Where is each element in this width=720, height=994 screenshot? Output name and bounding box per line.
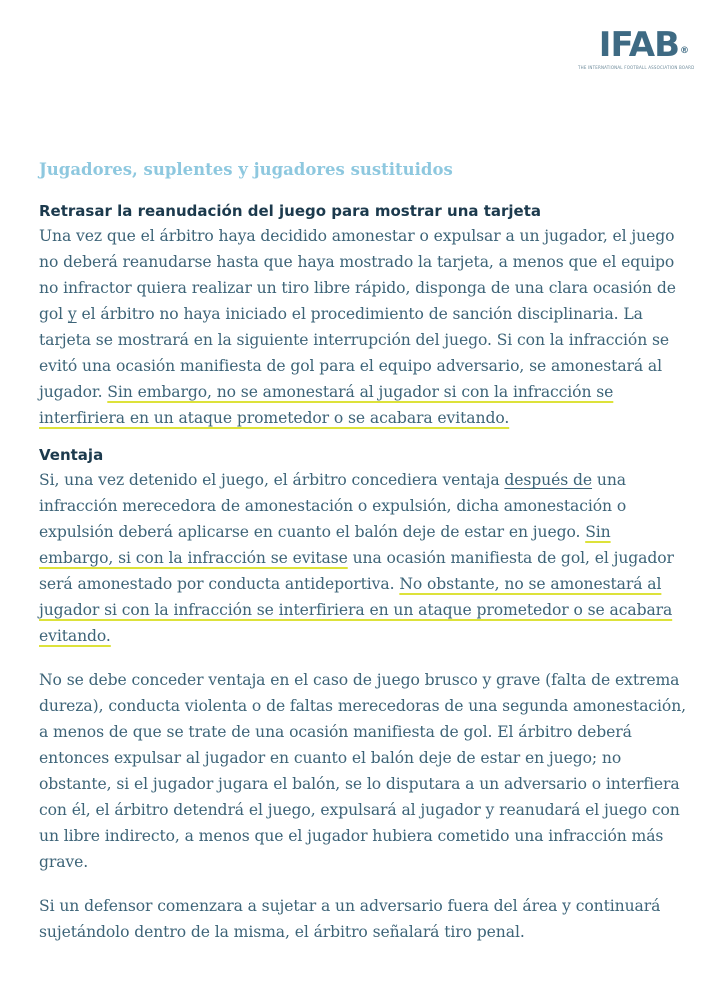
delay-heading: Retrasar la reanudación del juego para mostrar una tarjeta xyxy=(39,202,542,220)
section-title: Jugadores, suplentes y jugadores sustituidos xyxy=(39,160,453,179)
underlined-y: y xyxy=(67,305,77,323)
document-body xyxy=(39,158,689,945)
highlighted-text: Sin embargo, no se amonestará al jugador si con la infracción se interfiriera en un ataque prometedor o se acabara evitando. xyxy=(39,383,614,427)
highlighted-text: Sin embargo, si con la infracción se evitase xyxy=(39,523,611,567)
no-advantage-paragraph: No se debe conceder ventaja en el caso de juego brusco y grave (falta de extrema dureza), conducta violenta o de faltas merecedoras de una segunda amonestación, a menos de que se trate de una ocasión manifiesta de gol. El árbitro deberá entonces expulsar al jugador en cuanto el balón deje de estar en juego; no obstante, si el jugador jugara el balón, se lo disputara a un adversario o interfiera con él, el árbitro detendrá el juego, expulsará al jugador y reanudará el juego con un libre indirecto, a menos que el jugador hubiera cometido una infracción más grave. xyxy=(39,671,687,871)
highlighted-text: No obstante, no se amonestará al jugador si con la infracción se interfiriera en un ataque prometedor o se acabara evitando. xyxy=(39,575,673,645)
defender-paragraph: Si un defensor comenzara a sujetar a un adversario fuera del área y continuará sujetándolo dentro de la misma, el árbitro señalará tiro penal. xyxy=(39,897,661,941)
advantage-paragraph: Si, una vez detenido el juego, el árbitro concediera ventaja después de una infracción merecedora de amonestación o expulsión, dicha amonestación o expulsión deberá aplicarse en cuanto el balón deje de estar en juego. Sin embargo, si con la infracción se evitase una ocasión manifiesta de gol, el jugador será amonestado por conducta antideportiva. No obstante, no se amonestará al jugador si con la infracción se interfiriera en un ataque prometedor o se acabara evitando. xyxy=(39,471,674,645)
logo-wordmark: IFAB® xyxy=(598,25,688,65)
underlined-despues: después de xyxy=(504,471,593,489)
ifab-logo xyxy=(578,25,695,70)
advantage-heading: Ventaja xyxy=(39,446,104,464)
logo-tagline: THE INTERNATIONAL FOOTBALL ASSOCIATION BOARD xyxy=(578,65,695,70)
delay-paragraph: Una vez que el árbitro haya decidido amonestar o expulsar a un jugador, el juego no deberá reanudarse hasta que haya mostrado la tarjeta, a menos que el equipo no infractor quiera realizar un tiro libre rápido, disponga de una clara ocasión de gol y el árbitro no haya iniciado el procedimiento de sanción disciplinaria. La tarjeta se mostrará en la siguiente interrupción del juego. Si con la infracción se evitó una ocasión manifiesta de gol para el equipo adversario, se amonestará al jugador. Sin embargo, no se amonestará al jugador si con la infracción se interfiriera en un ataque prometedor o se acabara evitando. xyxy=(39,227,676,427)
